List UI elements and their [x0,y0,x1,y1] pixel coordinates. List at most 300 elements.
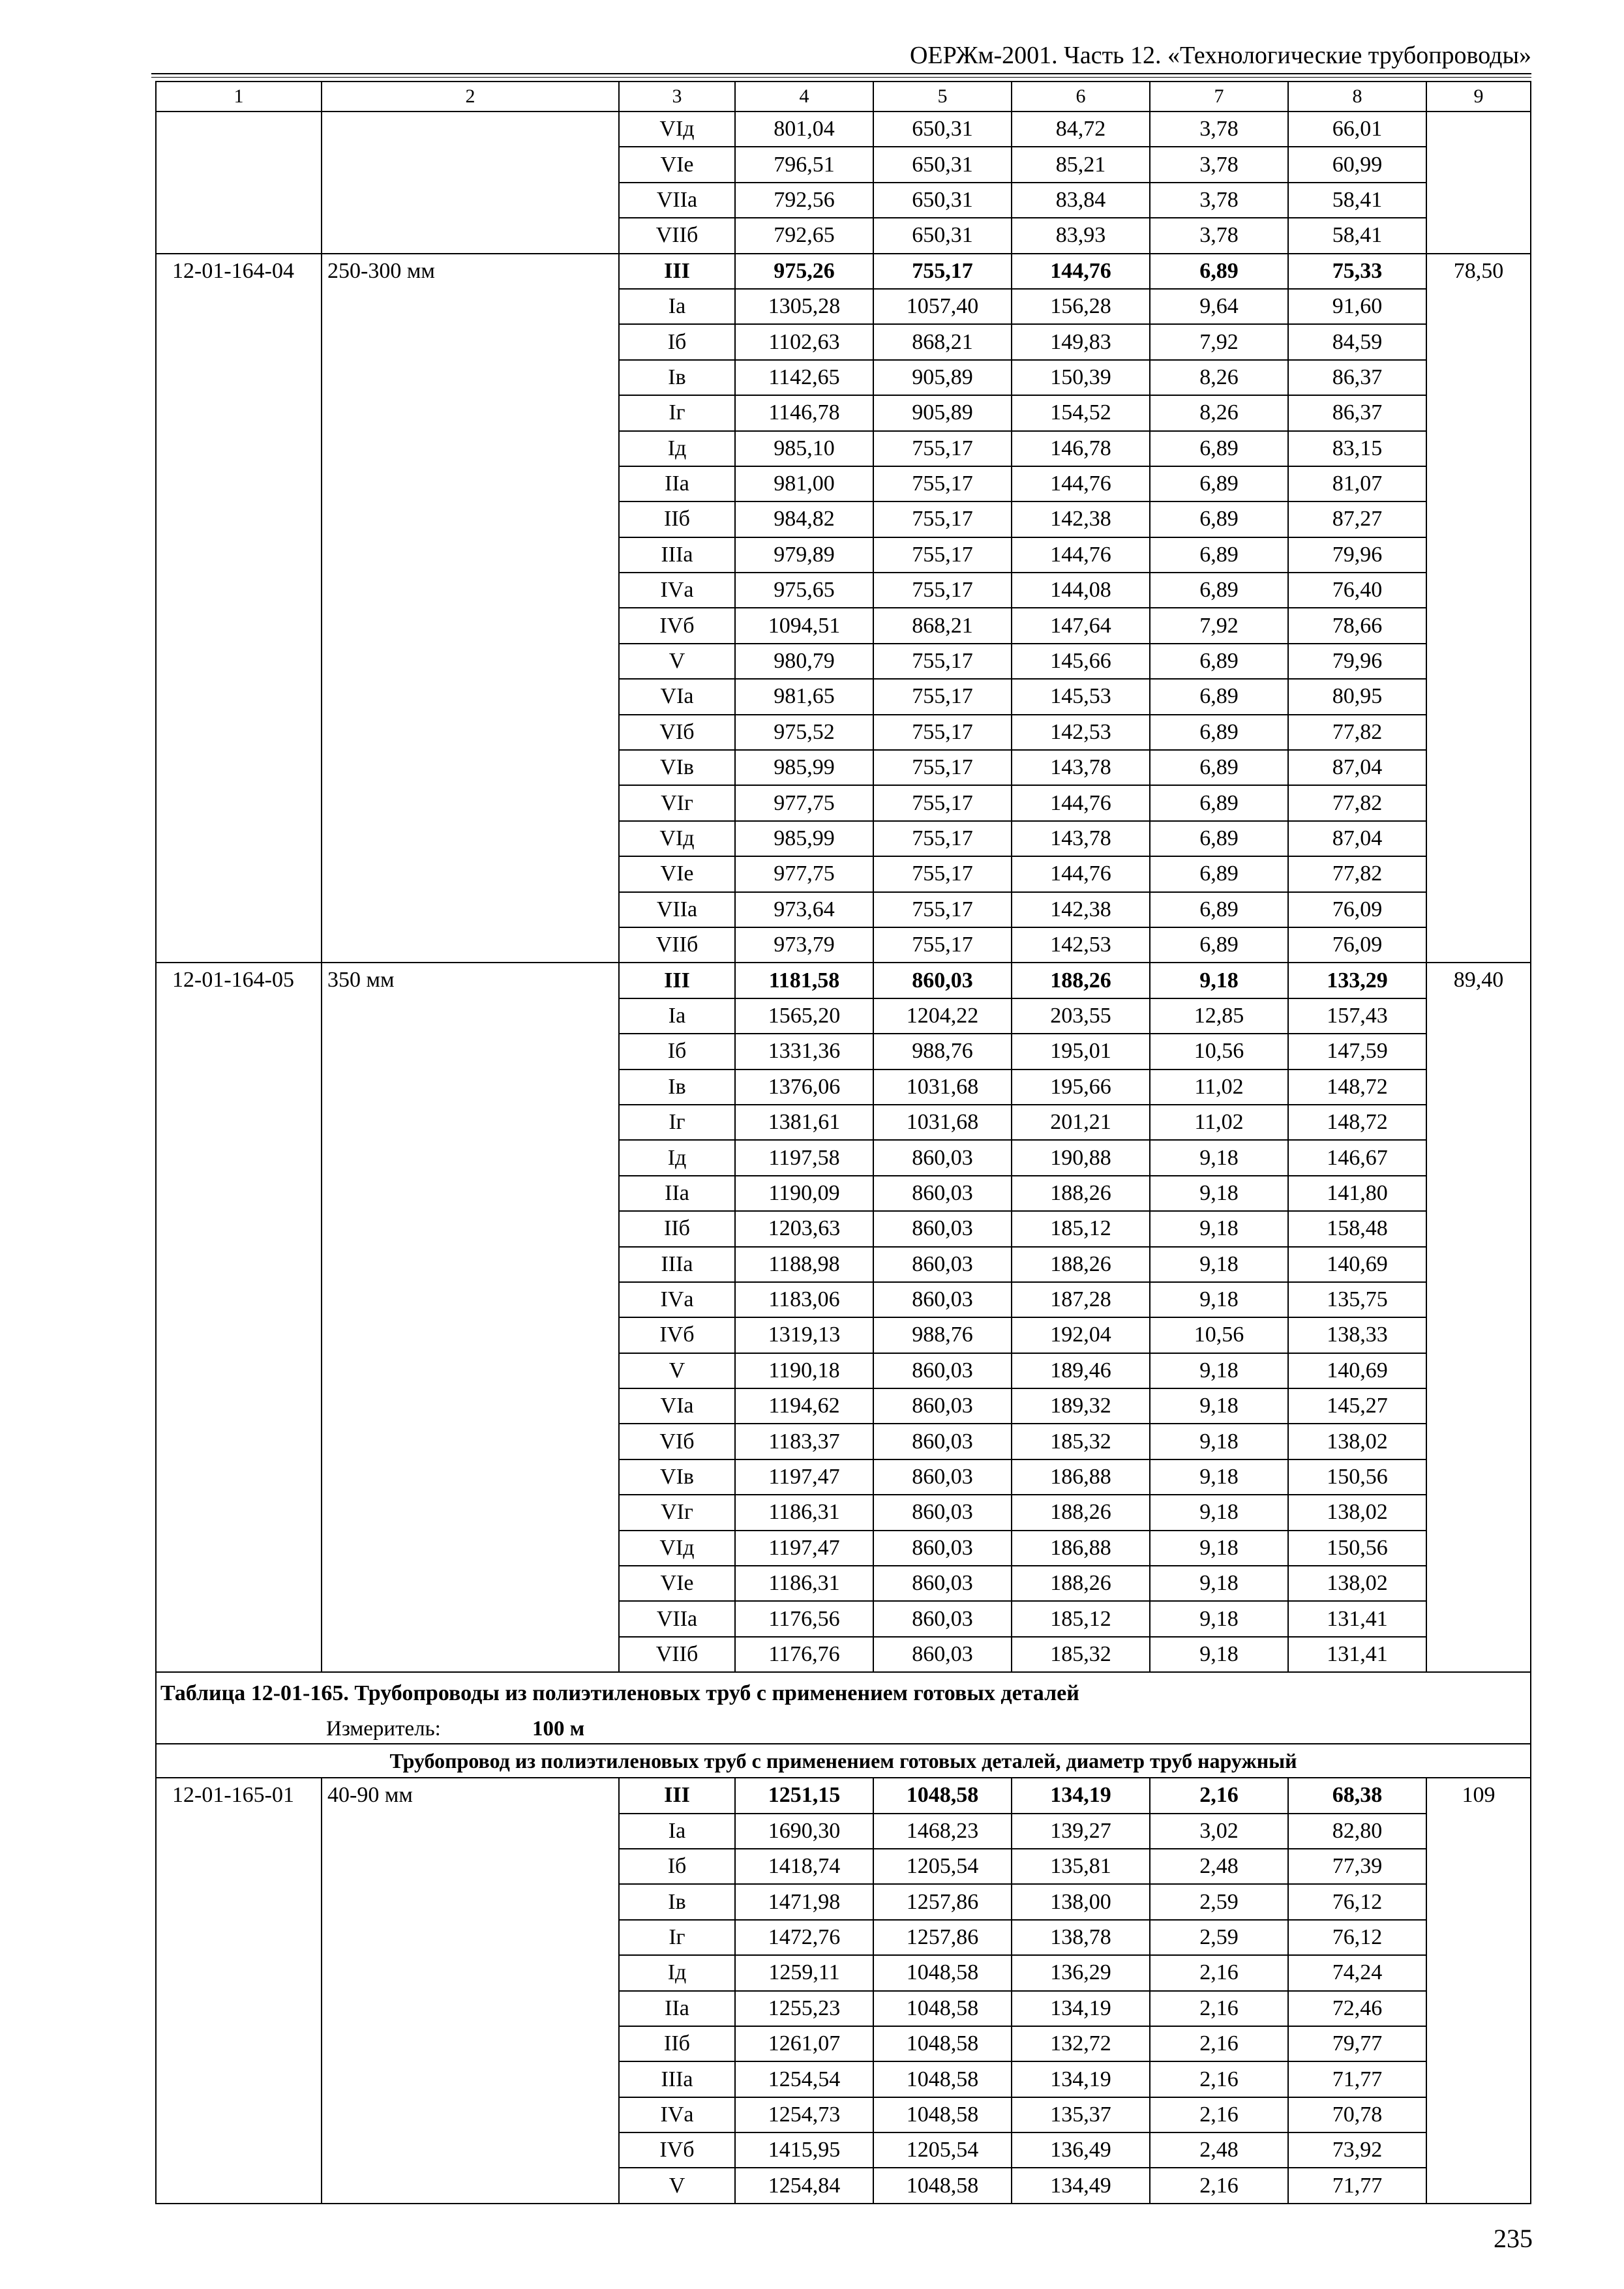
value-cell: 860,03 [873,1211,1012,1246]
value-cell: 6,89 [1150,892,1288,927]
value-cell: 2,59 [1150,1920,1288,1955]
value-cell: 132,72 [1012,2026,1150,2061]
value-cell: 9,18 [1150,1566,1288,1601]
value-cell: 1472,76 [735,1920,873,1955]
zone-cell: Iб [619,1849,735,1884]
value-cell: 1031,68 [873,1105,1012,1140]
zone-cell: IIа [619,466,735,501]
value-cell: 2,16 [1150,2168,1288,2203]
value-cell: 143,78 [1012,821,1150,856]
value-cell: 71,77 [1288,2168,1426,2203]
value-cell: 157,43 [1288,998,1426,1034]
column-number: 6 [1012,82,1150,112]
value-cell: 755,17 [873,715,1012,750]
value-cell: 138,00 [1012,1884,1150,1919]
value-cell: 792,65 [735,218,873,253]
value-cell: 1418,74 [735,1849,873,1884]
value-cell: 1254,54 [735,2061,873,2097]
value-cell: 140,69 [1288,1247,1426,1282]
diameter-cell: 350 мм [322,963,619,1672]
zone-cell: IVа [619,2097,735,2132]
value-cell: 136,29 [1012,1955,1150,1990]
zone-cell: Iд [619,1140,735,1175]
value-cell: 186,88 [1012,1459,1150,1495]
value-cell: 860,03 [873,1353,1012,1388]
value-cell: 144,76 [1012,537,1150,573]
value-cell: 860,03 [873,1566,1012,1601]
value-cell: 138,02 [1288,1495,1426,1530]
zone-cell: V [619,2168,735,2203]
value-cell: 192,04 [1012,1317,1150,1353]
value-cell: 135,75 [1288,1282,1426,1317]
value-cell: 1146,78 [735,395,873,430]
value-cell: 146,78 [1012,431,1150,466]
zone-cell: IVа [619,1282,735,1317]
value-cell: 755,17 [873,750,1012,785]
value-cell: 1319,13 [735,1317,873,1353]
value-cell: 12,85 [1150,998,1288,1034]
zone-cell: III [619,254,735,289]
value-cell: 860,03 [873,1601,1012,1636]
value-cell: 87,27 [1288,501,1426,537]
table-row [156,112,1531,147]
value-cell: 755,17 [873,501,1012,537]
value-cell: 1257,86 [873,1884,1012,1919]
value-cell: 1331,36 [735,1034,873,1069]
value-cell: 147,64 [1012,608,1150,643]
value-cell: 76,09 [1288,892,1426,927]
value-cell: 188,26 [1012,1247,1150,1282]
value-cell: 1257,86 [873,1920,1012,1955]
value-cell: 6,89 [1150,715,1288,750]
value-cell: 860,03 [873,963,1012,998]
meter-row [156,1714,1531,1744]
value-cell: 1305,28 [735,289,873,324]
value-cell: 755,17 [873,254,1012,289]
value-cell: 796,51 [735,147,873,182]
value-cell: 10,56 [1150,1317,1288,1353]
value-cell: 1048,58 [873,2168,1012,2203]
zone-cell: V [619,644,735,679]
value-cell: 71,77 [1288,2061,1426,2097]
value-cell: 148,72 [1288,1070,1426,1105]
table-row [156,963,1531,998]
value-cell: 650,31 [873,147,1012,182]
zone-cell: VIIа [619,1601,735,1636]
value-cell: 143,78 [1012,750,1150,785]
value-cell: 201,21 [1012,1105,1150,1140]
value-cell: 144,76 [1012,785,1150,820]
value-cell: 73,92 [1288,2132,1426,2168]
value-cell: 186,88 [1012,1531,1150,1566]
value-cell: 86,37 [1288,360,1426,395]
value-cell: 135,81 [1012,1849,1150,1884]
value-cell: 74,24 [1288,1955,1426,1990]
value-cell: 1197,47 [735,1531,873,1566]
value-cell: 1181,58 [735,963,873,998]
meter-label: Измеритель: [326,1717,441,1741]
value-cell: 6,89 [1150,679,1288,714]
value-cell: 1048,58 [873,2061,1012,2097]
value-cell: 2,59 [1150,1884,1288,1919]
zone-cell: IIIа [619,2061,735,2097]
value-cell: 79,77 [1288,2026,1426,2061]
zone-cell: Iв [619,1884,735,1919]
value-cell: 1142,65 [735,360,873,395]
value-cell: 9,18 [1150,1459,1288,1495]
subtitle-row [156,1744,1531,1778]
value-cell: 142,38 [1012,501,1150,537]
value-cell: 755,17 [873,679,1012,714]
value-cell: 801,04 [735,112,873,147]
value-cell: 3,78 [1150,218,1288,253]
value-cell: 85,21 [1012,147,1150,182]
value-cell: 83,84 [1012,183,1150,218]
value-cell: 860,03 [873,1247,1012,1282]
zone-cell: IIа [619,1991,735,2026]
mass-cell [1426,112,1531,254]
value-cell: 87,04 [1288,821,1426,856]
value-cell: 1186,31 [735,1495,873,1530]
value-cell: 988,76 [873,1317,1012,1353]
zone-cell: Iд [619,1955,735,1990]
column-number: 3 [619,82,735,112]
value-cell: 981,00 [735,466,873,501]
value-cell: 9,18 [1150,1211,1288,1246]
value-cell: 142,53 [1012,715,1150,750]
value-cell: 150,56 [1288,1531,1426,1566]
value-cell: 1183,06 [735,1282,873,1317]
zone-cell: VIIб [619,1637,735,1672]
value-cell: 2,16 [1150,1778,1288,1813]
value-cell: 185,32 [1012,1637,1150,1672]
value-cell: 77,82 [1288,715,1426,750]
zone-cell: IIб [619,2026,735,2061]
code-cell [156,112,322,254]
code-cell: 12-01-164-04 [156,254,322,963]
value-cell: 755,17 [873,644,1012,679]
value-cell: 1197,47 [735,1459,873,1495]
value-cell: 135,37 [1012,2097,1150,2132]
value-cell: 1471,98 [735,1884,873,1919]
value-cell: 9,18 [1150,1424,1288,1459]
value-cell: 149,83 [1012,324,1150,359]
value-cell: 144,08 [1012,573,1150,608]
value-cell: 81,07 [1288,466,1426,501]
value-cell: 1031,68 [873,1070,1012,1105]
value-cell: 188,26 [1012,1176,1150,1211]
value-cell: 76,40 [1288,573,1426,608]
value-cell: 9,18 [1150,1495,1288,1530]
value-cell: 188,26 [1012,1566,1150,1601]
value-cell: 80,95 [1288,679,1426,714]
value-cell: 1205,54 [873,2132,1012,2168]
column-number: 2 [322,82,619,112]
value-cell: 138,02 [1288,1566,1426,1601]
value-cell: 868,21 [873,608,1012,643]
value-cell: 1048,58 [873,2026,1012,2061]
value-cell: 1203,63 [735,1211,873,1246]
value-cell: 156,28 [1012,289,1150,324]
zone-cell: VIIб [619,218,735,253]
value-cell: 145,66 [1012,644,1150,679]
column-number: 7 [1150,82,1288,112]
value-cell: 755,17 [873,537,1012,573]
value-cell: 1176,56 [735,1601,873,1636]
value-cell: 1251,15 [735,1778,873,1813]
value-cell: 150,39 [1012,360,1150,395]
value-cell: 755,17 [873,856,1012,891]
value-cell: 755,17 [873,431,1012,466]
zone-cell: Iа [619,289,735,324]
zone-cell: IIб [619,501,735,537]
value-cell: 91,60 [1288,289,1426,324]
value-cell: 84,59 [1288,324,1426,359]
value-cell: 1261,07 [735,2026,873,2061]
value-cell: 860,03 [873,1140,1012,1175]
value-cell: 185,32 [1012,1424,1150,1459]
zone-cell: VIб [619,1424,735,1459]
value-cell: 134,19 [1012,1778,1150,1813]
value-cell: 58,41 [1288,183,1426,218]
value-cell: 79,96 [1288,537,1426,573]
zone-cell: Iв [619,1070,735,1105]
value-cell: 755,17 [873,785,1012,820]
diameter-cell [322,112,619,254]
table-title-row [156,1672,1531,1714]
value-cell: 977,75 [735,856,873,891]
value-cell: 984,82 [735,501,873,537]
value-cell: 148,72 [1288,1105,1426,1140]
value-cell: 77,39 [1288,1849,1426,1884]
value-cell: 860,03 [873,1176,1012,1211]
value-cell: 72,46 [1288,1991,1426,2026]
value-cell: 860,03 [873,1495,1012,1530]
value-cell: 1197,58 [735,1140,873,1175]
value-cell: 1176,76 [735,1637,873,1672]
table-row [156,1778,1531,1813]
value-cell: 154,52 [1012,395,1150,430]
zone-cell: VIIа [619,892,735,927]
value-cell: 860,03 [873,1388,1012,1424]
zone-cell: IVб [619,608,735,643]
value-cell: 134,19 [1012,2061,1150,2097]
column-number: 4 [735,82,873,112]
value-cell: 139,27 [1012,1814,1150,1849]
value-cell: 195,66 [1012,1070,1150,1105]
column-number-row [156,82,1531,112]
header-rule [151,73,1531,74]
value-cell: 755,17 [873,821,1012,856]
value-cell: 3,78 [1150,112,1288,147]
value-cell: 9,18 [1150,1388,1288,1424]
value-cell: 2,16 [1150,1991,1288,2026]
value-cell: 76,12 [1288,1920,1426,1955]
value-cell: 76,09 [1288,927,1426,963]
zone-cell: VIв [619,1459,735,1495]
value-cell: 185,12 [1012,1601,1150,1636]
value-cell: 142,53 [1012,927,1150,963]
zone-cell: VIе [619,856,735,891]
zone-cell: VIг [619,1495,735,1530]
value-cell: 9,18 [1150,1176,1288,1211]
zone-cell: Iа [619,998,735,1034]
zone-cell: VIд [619,112,735,147]
value-cell: 66,01 [1288,112,1426,147]
value-cell: 1254,84 [735,2168,873,2203]
value-cell: 860,03 [873,1637,1012,1672]
zone-cell: IVб [619,1317,735,1353]
value-cell: 83,15 [1288,431,1426,466]
table-subtitle: Трубопровод из полиэтиленовых труб с применением готовых деталей, диаметр труб наружный [156,1744,1531,1778]
zone-cell: VIIб [619,927,735,963]
page-number: 235 [1494,2224,1533,2253]
value-cell: 6,89 [1150,254,1288,289]
value-cell: 6,89 [1150,927,1288,963]
zone-cell: IIIа [619,1247,735,1282]
value-cell: 1183,37 [735,1424,873,1459]
zone-cell: IVа [619,573,735,608]
zone-cell: VIIа [619,183,735,218]
value-cell: 755,17 [873,466,1012,501]
mass-cell: 109 [1426,1778,1531,2204]
value-cell: 195,01 [1012,1034,1150,1069]
value-cell: 133,29 [1288,963,1426,998]
value-cell: 83,93 [1012,218,1150,253]
zone-cell: Iг [619,1105,735,1140]
mass-cell: 78,50 [1426,254,1531,963]
value-cell: 70,78 [1288,2097,1426,2132]
value-cell: 3,02 [1150,1814,1288,1849]
value-cell: 78,66 [1288,608,1426,643]
value-cell: 1094,51 [735,608,873,643]
value-cell: 7,92 [1150,324,1288,359]
zone-cell: VIд [619,821,735,856]
zone-cell: VIе [619,1566,735,1601]
value-cell: 150,56 [1288,1459,1426,1495]
value-cell: 142,38 [1012,892,1150,927]
value-cell: 147,59 [1288,1034,1426,1069]
value-cell: 975,52 [735,715,873,750]
zone-cell: Iг [619,1920,735,1955]
value-cell: 1048,58 [873,1991,1012,2026]
value-cell: 2,16 [1150,2097,1288,2132]
zone-cell: VIв [619,750,735,785]
meter-cell [156,1714,1531,1744]
value-cell: 190,88 [1012,1140,1150,1175]
value-cell: 1048,58 [873,1955,1012,1990]
page-header: ОЕРЖм-2001. Часть 12. «Технологические трубопроводы» [909,42,1531,69]
value-cell: 975,26 [735,254,873,289]
table-title: Таблица 12-01-165. Трубопроводы из полиэтиленовых труб с применением готовых деталей [156,1672,1531,1714]
value-cell: 6,89 [1150,785,1288,820]
zone-cell: Iв [619,360,735,395]
value-cell: 185,12 [1012,1211,1150,1246]
value-cell: 9,18 [1150,1531,1288,1566]
value-cell: 9,18 [1150,1637,1288,1672]
value-cell: 145,27 [1288,1388,1426,1424]
value-cell: 1381,61 [735,1105,873,1140]
value-cell: 60,99 [1288,147,1426,182]
zone-cell: Iг [619,395,735,430]
value-cell: 6,89 [1150,750,1288,785]
value-cell: 9,18 [1150,1247,1288,1282]
value-cell: 1204,22 [873,998,1012,1034]
value-cell: 1376,06 [735,1070,873,1105]
value-cell: 985,99 [735,750,873,785]
value-cell: 86,37 [1288,395,1426,430]
column-number: 8 [1288,82,1426,112]
value-cell: 138,02 [1288,1424,1426,1459]
zone-cell: III [619,963,735,998]
value-cell: 1048,58 [873,2097,1012,2132]
zone-cell: IIIа [619,537,735,573]
value-cell: 979,89 [735,537,873,573]
value-cell: 145,53 [1012,679,1150,714]
value-cell: 144,76 [1012,856,1150,891]
column-number: 9 [1426,82,1531,112]
value-cell: 144,76 [1012,254,1150,289]
value-cell: 131,41 [1288,1601,1426,1636]
code-cell: 12-01-164-05 [156,963,322,1672]
value-cell: 79,96 [1288,644,1426,679]
value-cell: 6,89 [1150,466,1288,501]
column-number: 5 [873,82,1012,112]
zone-cell: III [619,1778,735,1813]
value-cell: 1205,54 [873,1849,1012,1884]
value-cell: 136,49 [1012,2132,1150,2168]
value-cell: 1254,73 [735,2097,873,2132]
value-cell: 58,41 [1288,218,1426,253]
mass-cell: 89,40 [1426,963,1531,1672]
value-cell: 1190,09 [735,1176,873,1211]
value-cell: 6,89 [1150,501,1288,537]
zone-cell: VIд [619,1531,735,1566]
header-rule-secondary [151,77,1531,78]
value-cell: 75,33 [1288,254,1426,289]
value-cell: 188,26 [1012,1495,1150,1530]
value-cell: 980,79 [735,644,873,679]
value-cell: 1102,63 [735,324,873,359]
value-cell: 9,18 [1150,1140,1288,1175]
value-cell: 131,41 [1288,1637,1426,1672]
value-cell: 9,64 [1150,289,1288,324]
value-cell: 1188,98 [735,1247,873,1282]
zone-cell: VIа [619,1388,735,1424]
zone-cell: VIг [619,785,735,820]
value-cell: 1057,40 [873,289,1012,324]
meter-value: 100 м [532,1717,585,1741]
value-cell: 9,18 [1150,963,1288,998]
value-cell: 187,28 [1012,1282,1150,1317]
value-cell: 2,16 [1150,2026,1288,2061]
value-cell: 973,79 [735,927,873,963]
value-cell: 6,89 [1150,431,1288,466]
value-cell: 138,78 [1012,1920,1150,1955]
zone-cell: VIб [619,715,735,750]
value-cell: 188,26 [1012,963,1150,998]
value-cell: 84,72 [1012,112,1150,147]
value-cell: 985,99 [735,821,873,856]
value-cell: 77,82 [1288,785,1426,820]
zone-cell: V [619,1353,735,1388]
value-cell: 8,26 [1150,395,1288,430]
value-cell: 1048,58 [873,1778,1012,1813]
value-cell: 860,03 [873,1282,1012,1317]
code-cell: 12-01-165-01 [156,1778,322,2204]
value-cell: 1194,62 [735,1388,873,1424]
value-cell: 6,89 [1150,821,1288,856]
